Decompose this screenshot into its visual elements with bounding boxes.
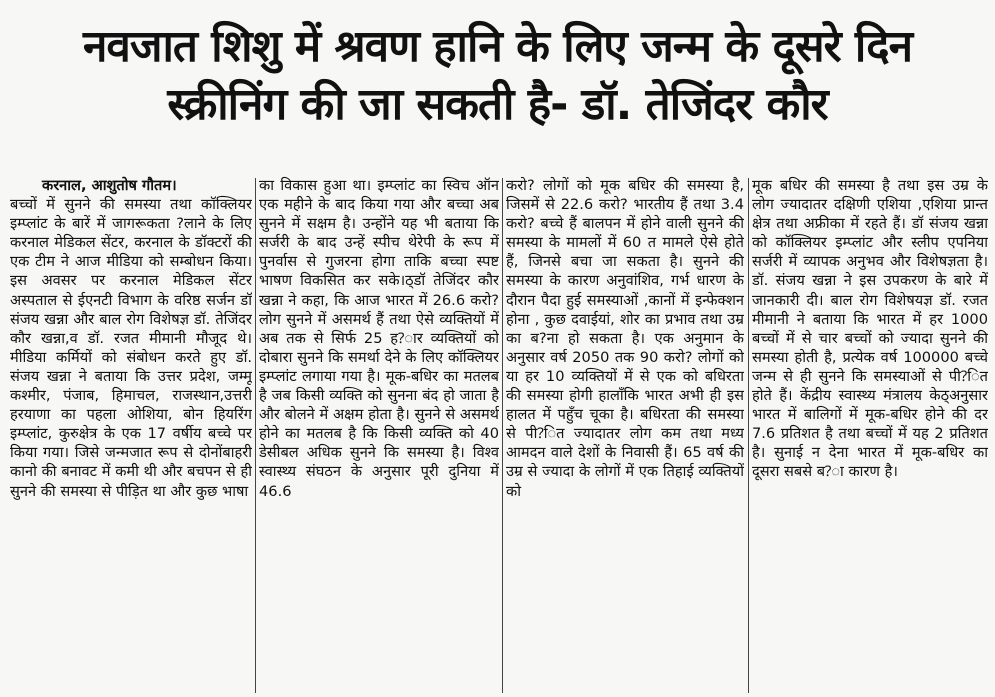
- byline: करनाल, आशुतोष गौतम।: [42, 177, 177, 194]
- column-4-text: मूक बधिर की समस्या है तथा इस उम्र के लोग ज्यादातर दक्षिणी एशिया ,एशिया प्रान्त क्षेत्र तथा अफ्रीका में रहते हैं। डॉ संजय खन्ना को कॉक्लियर इम्प्लांट और स्लीप एपनिया सर्जरी में व्यापक अनुभव और विशेषज्ञता है। डॉ. संजय खन्ना ने इस उपकरण के बारे में जानकारी दी। बाल रोग विशेषयज्ञ डॉ. रजत मीमानी ने बताया कि भारत में हर 1000 बच्चों में से चार बच्चों को ज्यादा सुनने की समस्या होती है, प्रत्येक वर्ष 100000 बच्चे जन्म से ही सुनने कि समस्याओं से पी?ित होते हैं। केंद्रीय स्वास्थ्य मंत्रालय केठ्अनुसार भारत में बालिगों में मूक-बधिर होने की दर 7.6 प्रतिशत है तथा बच्चों में यह 2 प्रतिशत है। सुनाई न देना भारत में मूक-बधिर का दूसरा सबसे ब?ा कारण है।: [752, 177, 988, 481]
- article-column-2: [259, 176, 499, 697]
- article-body: [0, 176, 995, 697]
- article-column-1: [10, 176, 252, 697]
- column-2-text: का विकास हुआ था। इम्प्लांट का स्विच ऑन एक महीने के बाद किया गया और बच्चा अब सुनने में सक्षम है। उन्होंने यह भी बताया कि सर्जरी के बाद उन्हें स्पीच थेरेपी के रूप में पुनर्वास से गुजरना होगा ताकि बच्चा स्पष्ट भाषण विकसित कर सके।ठ्डॉ तेजिंदर कौर खन्ना ने कहा, कि आज भारत में 26.6 करो? लोग सुनने में असमर्थ हैं तथा ऐसे व्यक्तियों में अब तक से सिर्फ 25 ह?ार व्यक्तियों को दोबारा सुनने कि समर्था देने के लिए कॉक्लियर इम्प्लांट लगाया गया है। मूक-बधिर का मतलब है जब किसी व्यक्ति को सुनना बंद हो जाता है और बोलने में अक्षम होता है। सुनने से असमर्थ होने का मतलब है कि किसी व्यक्ति को 40 डेसीबल अधिक सुनने कि समस्या है। विश्व स्वास्थ्य संघठन के अनुसार पूरी दुनिया में 46.6: [259, 177, 499, 500]
- headline-line-2: स्क्रीनिंग की जा सकती है- डॉ. तेजिंदर कौर: [167, 79, 828, 130]
- column-3-text: करो? लोगों को मूक बधिर की समस्या है, जिसमें से 22.6 करो? भारतीय हैं तथा 3.4 करो? बच्चे हैं बालपन में होने वाली सुनने की समस्या के मामलों में 60 त मामले ऐसे होते हैं, जिनसे बचा जा सकता है। सुनने की समस्या के कारण अनुवांशिव, गर्भ धारण के दौरान पैदा हुई समस्याओं ,कानों में इन्फेक्शन होना , कुछ दवाईयां, शोर का प्रभाव तथा उम्र का ब?ना हो सकता है। एक अनुमान के अनुसार वर्ष 2050 तक 90 करो? लोगों को या हर 10 व्यक्तियों में से एक को बधिरता की समस्या होगी हालाँकि भारत अभी ही इस हालत में पहुँच चूका है। बधिरता की समस्या से पी?ित ज्यादातर लोग कम तथा मध्य आमदन वाले देशों के निवासी हैं। 65 वर्ष की उम्र से ज्यादा के लोगों में एक तिहाई व्यक्तियों को: [506, 177, 744, 500]
- article-column-3: [506, 176, 744, 697]
- column-1-text: बच्चों में सुनने की समस्या तथा कॉक्लियर इम्प्लांट के बारें में जागरूकता ?लाने के लिए करनाल मेडिकल सेंटर, करनाल के डॉक्टरों की एक टीम ने आज मीडिया को सम्बोधन किया। इस अवसर पर करनाल मेडिकल सेंटर अस्पताल से ईएनटी विभाग के वरिष्ठ सर्जन डॉ संजय खन्ना और बाल रोग विशेषज्ञ डॉ. तेजिंदर कौर खन्ना,व डॉ. रजत मीमानी मौजूद थे। मीडिया कर्मियों को संबोधन करते हुए डॉ. संजय खन्ना ने बताया कि उत्तर प्रदेश, जम्मू कश्मीर, पंजाब, हिमाचल, राजस्थान,उत्तरी हरयाणा का पहला ओशिया, बोन हियरिंग इम्प्लांट, कुरुक्षेत्र के एक 17 वर्षीय बच्चे पर किया गया। जिसे जन्मजात रूप से दोनोंबाहरी कानो की बनावट में कमी थी और बचपन से ही सुनने की समस्या से पीड़ित था और कुछ भाषा: [10, 196, 252, 500]
- headline-line-1: नवजात शिशु में श्रवण हानि के लिए जन्म के दूसरे दिन: [82, 21, 913, 72]
- headline: [0, 18, 995, 134]
- article-column-4: [752, 176, 988, 697]
